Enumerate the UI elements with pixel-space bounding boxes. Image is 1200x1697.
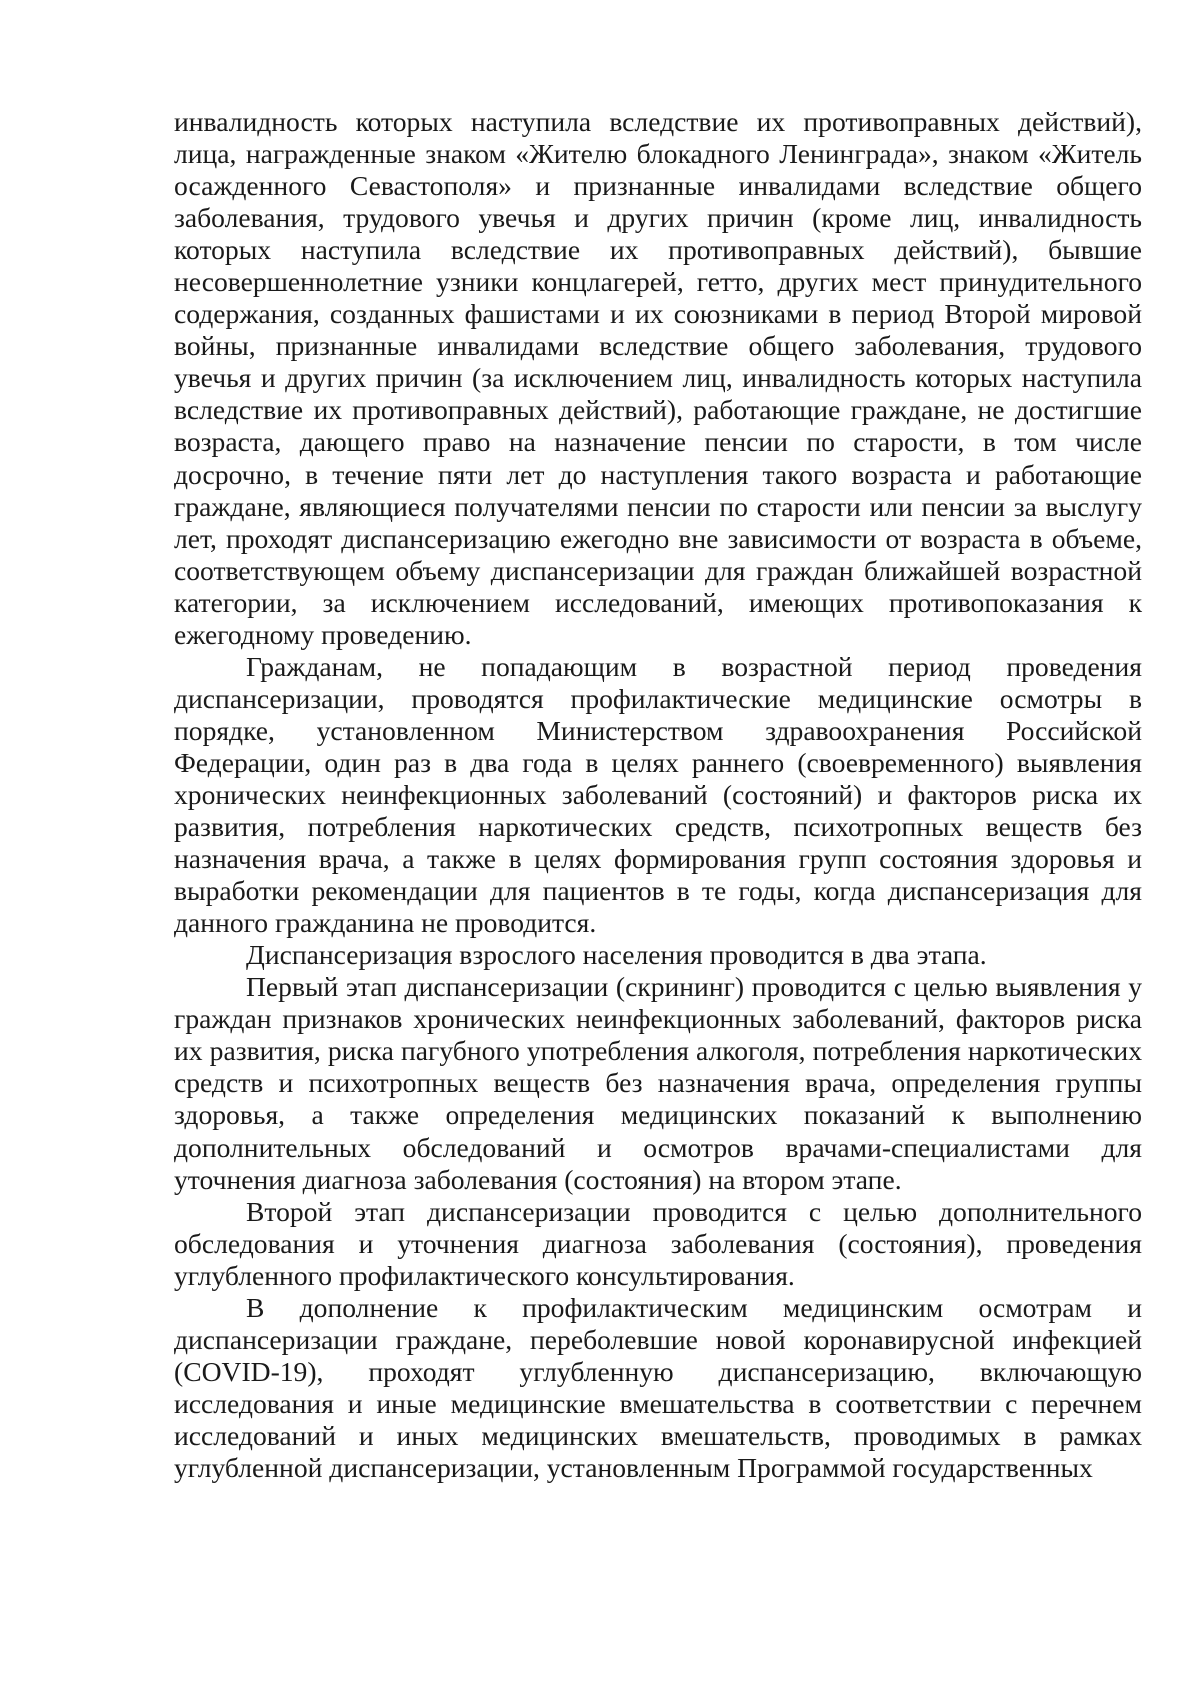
paragraph-eligible-categories: инвалидность которых наступила вследствие их противоправных действий), лица, награжденные знаком «Жителю блокадного Ленинграда», знаком «Житель осажденного Севастополя» и признанные инвалидами вследствие общего заболевания, трудового увечья и других причин (кроме лиц, инвалидность которых наступила вследствие их противоправных действий), бывшие несовершеннолетние узники концлагерей, гетто, других мест принудительного содержания, созданных фашистами и их союзниками в период Второй мировой войны, признанные инвалидами вследствие общего заболевания, трудового увечья и других причин (за исключением лиц, инвалидность которых наступила вследствие их противоправных действий), работающие граждане, не достигшие возраста, дающего право на назначение пенсии по старости, в том числе досрочно, в течение пяти лет до наступления такого возраста и работающие граждане, являющиеся получателями пенсии по старости или пенсии за выслугу лет, проходят диспансеризацию ежегодно вне зависимости от возраста в объеме, соответствующем объему диспансеризации для граждан ближайшей возрастной категории, за исключением исследований, имеющих противопоказания к ежегодному проведению.	[174, 106, 1142, 650]
document-body	[174, 106, 1142, 1484]
paragraph-covid-in-depth: В дополнение к профилактическим медицинским осмотрам и диспансеризации граждане, переболевшие новой коронавирусной инфекцией (COVID-19), проходят углубленную диспансеризацию, включающую исследования и иные медицинские вмешательства в соответствии с перечнем исследований и иных медицинских вмешательств, проводимых в рамках углубленной диспансеризации, установленным Программой государственных	[174, 1291, 1142, 1483]
paragraph-first-stage: Первый этап диспансеризации (скрининг) проводится с целью выявления у граждан признаков хронических неинфекционных заболеваний, факторов риска их развития, риска пагубного употребления алкоголя, потребления наркотических средств и психотропных веществ без назначения врача, определения группы здоровья, а также определения медицинских показаний к выполнению дополнительных обследований и осмотров врачами-специалистами для уточнения диагноза заболевания (состояния) на втором этапе.	[174, 971, 1142, 1195]
paragraph-second-stage: Второй этап диспансеризации проводится с целью дополнительного обследования и уточнения диагноза заболевания (состояния), проведения углубленного профилактического консультирования.	[174, 1195, 1142, 1291]
paragraph-preventive-exams: Гражданам, не попадающим в возрастной период проведения диспансеризации, проводятся профилактические медицинские осмотры в порядке, установленном Министерством здравоохранения Российской Федерации, один раз в два года в целях раннего (своевременного) выявления хронических неинфекционных заболеваний (состояний) и факторов риска их развития, потребления наркотических средств, психотропных веществ без назначения врача, а также в целях формирования групп состояния здоровья и выработки рекомендации для пациентов в те годы, когда диспансеризация для данного гражданина не проводится.	[174, 650, 1142, 939]
paragraph-two-stages: Диспансеризация взрослого населения проводится в два этапа.	[246, 939, 987, 971]
